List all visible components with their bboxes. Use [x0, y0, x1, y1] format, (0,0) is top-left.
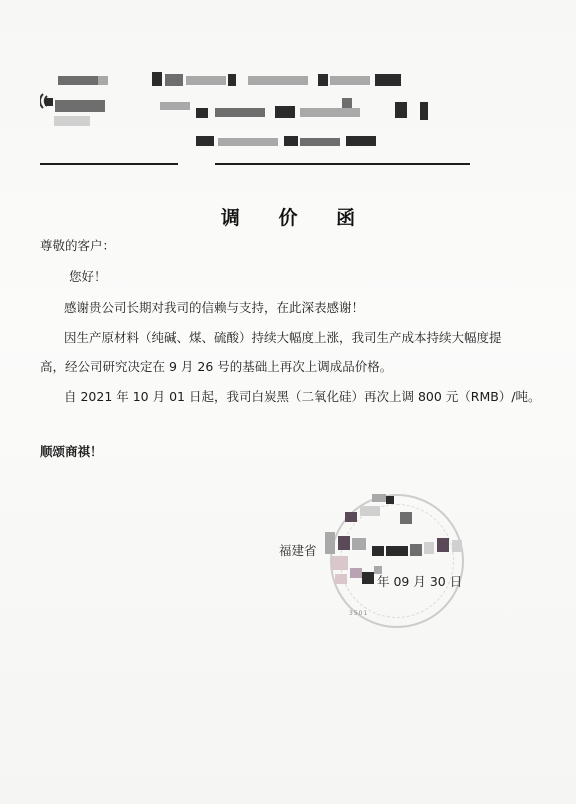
- signature-date: 年 09 月 30 日: [377, 574, 463, 589]
- header-rule-left: [40, 163, 178, 165]
- signer-company: 福建省: [279, 543, 317, 558]
- header-rule-right: [215, 163, 470, 165]
- paragraph-thanks: 感谢贵公司长期对我司的信赖与支持，在此深表感谢！: [64, 300, 365, 315]
- salutation: 尊敬的客户：: [40, 238, 116, 253]
- paragraph-price-increase: 自 2021 年 10 月 01 日起，我司白炭黑（二氧化硅）再次上调 800 元（RMB）/吨。: [64, 389, 541, 404]
- seal-number: 3501: [349, 610, 369, 617]
- closing-phrase: 顺颂商祺！: [40, 444, 103, 459]
- letter-title: 调 价 函: [220, 207, 372, 229]
- greeting: 您好！: [69, 269, 107, 284]
- paragraph-reason-line2: 高，经公司研究决定在 9 月 26 号的基础上再次上调成品价格。: [40, 359, 393, 374]
- paragraph-reason-line1: 因生产原材料（纯碱、煤、硫酸）持续大幅度上涨，我司生产成本持续大幅度提: [64, 330, 502, 345]
